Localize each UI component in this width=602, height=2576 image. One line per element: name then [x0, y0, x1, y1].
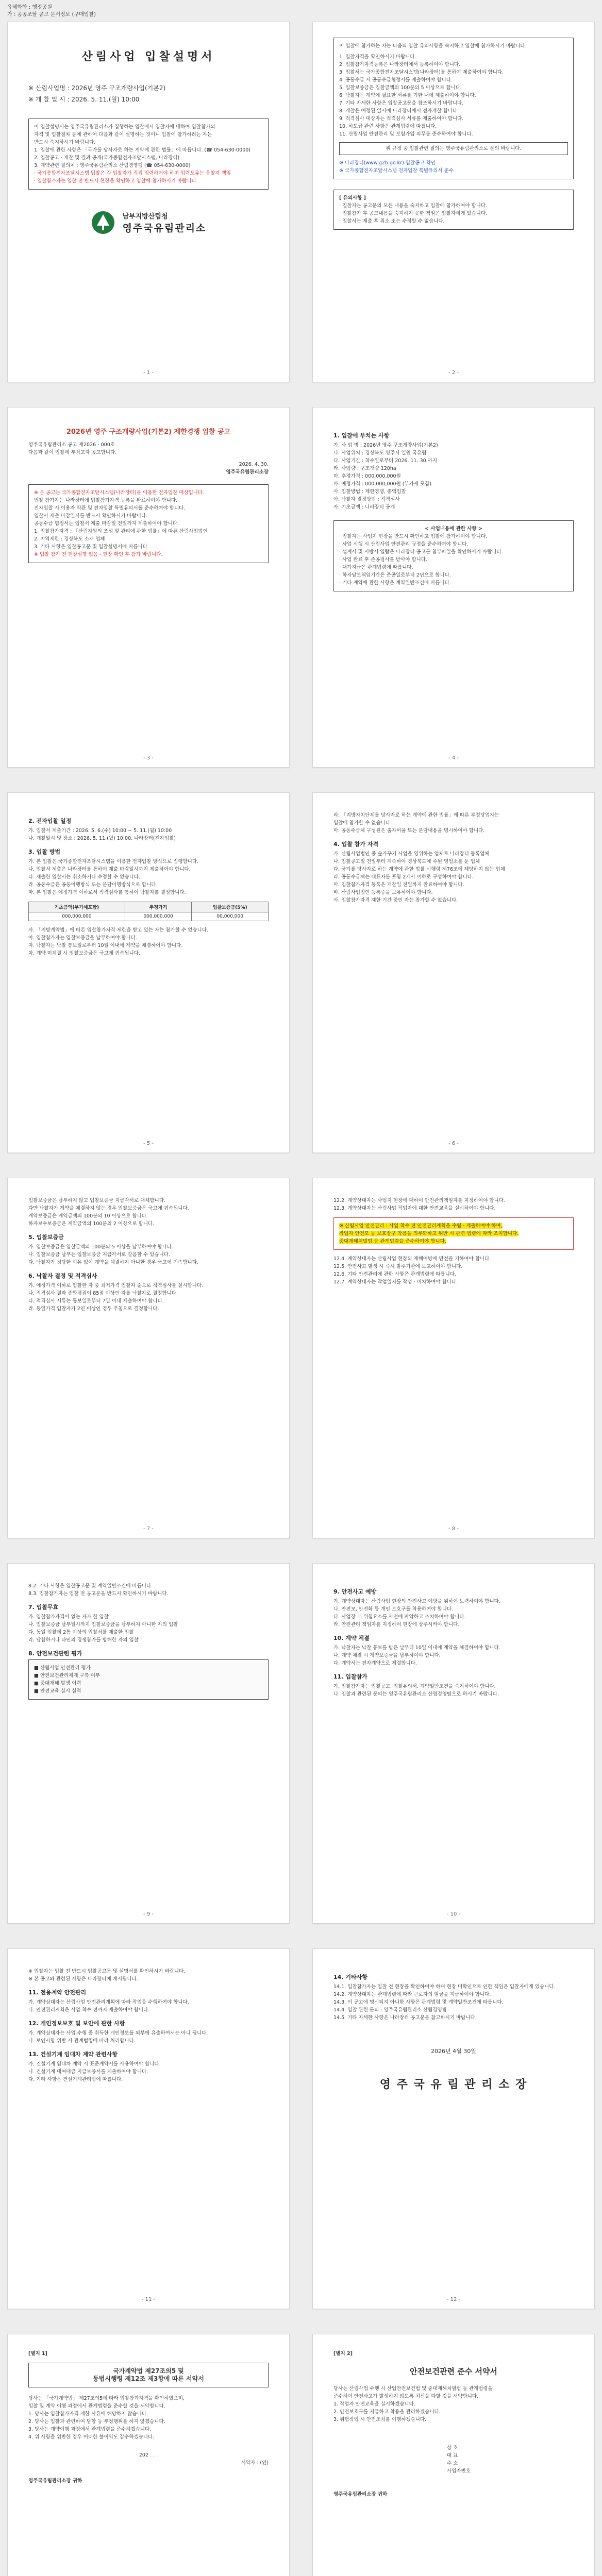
- page-14-addressee: 영주국유림관리소장 귀하: [333, 2492, 388, 2497]
- page-2-item: 2. 입찰참가자격등록은 나라장터에서 등록하여야 합니다.: [339, 62, 461, 67]
- page-13: [7, 2334, 290, 2576]
- page-2-item: 4. 공동수급 시 공동수급협정서를 제출하여야 합니다.: [339, 77, 453, 83]
- price-table-header: 추정가격: [125, 902, 192, 912]
- page-2-footer-line: ※ 국가종합전자조달시스템 전자입찰 특별유의서 준수: [339, 168, 454, 174]
- page-4-section-title: 1. 입찰에 부치는 사항: [333, 432, 390, 439]
- page-12-line: 14.4. 입찰 관련 문의 : 영주국유림관리소 산림경영팀: [333, 2007, 447, 2013]
- page-9-line: 나. 입찰보증금 납부일시까지 입찰보증금을 납부하지 아니한 자의 입찰: [28, 1622, 178, 1628]
- page-9-section-title: 8. 안전보건관련 평가: [28, 1650, 82, 1657]
- page-number: - 10 -: [446, 1911, 461, 1917]
- page-3-box-line: 입찰서 제출 마감일시를 반드시 확인하시기 바랍니다.: [34, 513, 148, 519]
- page-12-date: 2026년 4월 30일: [431, 2048, 476, 2055]
- page-4-box-line: · 기타 계약에 관한 사항은 계약일반조건에 따릅니다.: [339, 580, 451, 586]
- page-12-line: 14.3. 이 공고에 명시되지 아니한 사항은 관계법령 및 계약일반조건에 따릅니다.: [333, 1999, 504, 2005]
- page-number: - 9 -: [143, 1911, 154, 1917]
- page-5-line: 다. 제출한 입찰서는 취소하거나 수정할 수 없습니다.: [28, 874, 140, 880]
- page-9: [7, 1563, 290, 1924]
- page-4-line: 나. 사업위치 : 경상북도 영주시 일원 국유림: [333, 450, 427, 456]
- page-11-section-title: 11. 전용계약 안전관리: [28, 1989, 87, 1996]
- page-3-box-line: 전자입찰 시 이용자 약관 및 전자입찰 특별유의서를 준수하여야 합니다.: [34, 505, 186, 511]
- page-8: [312, 1178, 595, 1538]
- page-8-highlight-line: 중대재해처벌법 등 관계법령을 준수하여야 합니다.: [339, 1239, 446, 1244]
- page-6-section-title: 4. 입찰 참가 자격: [333, 841, 379, 848]
- page-5-line: 아. 입찰참가자는 입찰보증금을 납부하여야 합니다.: [28, 935, 137, 941]
- page-9-line: 라. 담합하거나 타인의 경쟁참가를 방해한 자의 입찰: [28, 1637, 139, 1643]
- page-13-line: 당사는 「국가계약법」 제27조의5에 따라 입찰참가자격을 확인하였으며,: [28, 2396, 185, 2401]
- page-4-info-box: [333, 520, 574, 591]
- page-7-section-title: 5. 입찰보증금: [28, 1234, 64, 1241]
- page-14-label: 대 표: [447, 2453, 458, 2459]
- page-13-line: 2. 당사는 입찰과 관련하여 담합 등 부정행위를 하지 않겠습니다.: [28, 2419, 165, 2425]
- page-3-date: 2026. 4. 30.: [239, 462, 269, 467]
- page-13-line: 3. 당사는 계약이행 과정에서 관계법령을 준수하겠습니다.: [28, 2427, 152, 2432]
- page-1-body-line: · 국가종합전자조달시스템 입찰은 각 입찰자가 직접 입력하여야 하며 입력오류는 응찰자 책임: [34, 171, 231, 176]
- page-7-line: 나. 입찰보증금 납부는 입찰보증금 지급각서로 갈음할 수 있습니다.: [28, 1252, 170, 1258]
- page-1-notice-box: [28, 118, 269, 190]
- page-3-box-line: ※ 입찰 참가 전 현장설명 없음 - 현장 확인 후 참가 바랍니다.: [34, 552, 163, 557]
- page-1-body-line: 반드시 숙지하시기 바랍니다.: [34, 140, 96, 145]
- page-2-item: 9. 적격심사 대상자는 적격심사 서류를 제출하여야 합니다.: [339, 116, 464, 122]
- page-11-section-title: 12. 개인정보보호 및 보안에 관한 사항: [28, 2020, 125, 2027]
- page-11-line: 나. 보안사항 위반 시 관계법령에 따라 처리합니다.: [28, 2038, 136, 2044]
- page-4-box-line: · 하자담보책임기간은 준공일로부터 2년으로 합니다.: [339, 572, 451, 578]
- page-4-line: 사. 입찰방법 : 제한경쟁, 총액입찰: [333, 489, 406, 495]
- page-5-line: 가. 입찰서 제출기간 : 2026. 5. 6.(수) 10:00 ~ 5. 11.(월) 10:00: [28, 828, 172, 834]
- page-10-line: 가. 계약상대자는 산림사업 현장의 안전사고 예방을 위하여 노력하여야 합니다.: [333, 1599, 500, 1604]
- page-2-item: 1. 입찰자격을 확인하시기 바랍니다.: [339, 54, 416, 60]
- page-5-line: 자. 낙찰자는 낙찰 통보일로부터 10일 이내에 계약을 체결하여야 합니다.: [28, 943, 183, 948]
- agency-sub-name: 남부지방산림청: [122, 213, 168, 221]
- page-14-line: 당사는 산림사업 수행 시 산업안전보건법 및 중대재해처벌법 등 관계법령을: [333, 2386, 493, 2392]
- page-4-box-line: · 사업 시행 시 산림사업 안전관리 규정을 준수하여야 합니다.: [339, 541, 469, 547]
- page-9-section-title: 7. 입찰무효: [28, 1604, 59, 1611]
- page-7-line: 가. 예정가격 이하로 입찰한 자 중 최저가격 입찰자 순으로 적격심사를 실시합니다.: [28, 1283, 204, 1289]
- price-table-cell: 00,000,000: [192, 912, 269, 921]
- page-3-box-line: 1. 입찰참가자격 : 「산림자원의 조성 및 관리에 관한 법률」에 따른 산림사업법인: [34, 529, 208, 534]
- price-table: [28, 902, 269, 921]
- page-9-box-line: ■ 안전교육 실시 실적: [34, 1688, 81, 1694]
- price-table-cell: 000,000,000: [125, 912, 192, 921]
- page-13-title-1: 국가계약법 제27조의5 및: [113, 2367, 184, 2375]
- page-11-line: 가. 건설기계 임대차 계약 시 표준계약서를 사용하여야 합니다.: [28, 2061, 161, 2067]
- page-6-line: 마. 입찰참가자격 등록은 개찰일 전일까지 완료하여야 합니다.: [333, 882, 464, 888]
- page-8-line: 12.7. 계약상대자는 작업일지를 작성 · 비치하여야 합니다.: [333, 1279, 458, 1285]
- page-6-line: 입찰에 참가할 수 없습니다.: [333, 820, 392, 826]
- page-8-line: 12.5. 안전사고 발생 시 즉시 발주기관에 보고하여야 합니다.: [333, 1264, 463, 1269]
- page-14-line: 3. 위험작업 시 안전조치를 이행하겠습니다.: [333, 2417, 427, 2422]
- page-6-line: 가. 산림사업법인 중 숲가꾸기 사업을 영위하는 업체로 나라장터 등록업체: [333, 851, 490, 857]
- page-11-line: 가. 계약상대자는 사업 수행 중 취득한 개인정보를 외부에 유출하여서는 아니 됩니다.: [28, 2030, 208, 2036]
- page-2: [312, 22, 595, 382]
- page-4-box-line: · 입찰자는 사업지 현장을 반드시 확인하고 입찰에 참가하여야 합니다.: [339, 534, 488, 539]
- page-1-body-line: · 입찰참가자는 입찰 전 반드시 현장을 확인하고 입찰에 참가하시기 바랍니다.: [34, 178, 198, 184]
- page-4-line: 아. 낙찰자 결정방법 : 적격심사: [333, 497, 400, 502]
- page-5-section-title: 2. 전자입찰 일정: [28, 818, 72, 824]
- page-2-box-line: · 입찰자는 공고문의 모든 내용을 숙지하고 입찰에 참가하여야 합니다.: [339, 203, 488, 209]
- page-7-line: 라. 동일가격 입찰자가 2인 이상인 경우 추첨으로 결정합니다.: [28, 1306, 159, 1312]
- page-7-section-title: 6. 낙찰자 결정 및 적격심사: [28, 1273, 97, 1279]
- page-10-section-title: 10. 계약 체결: [333, 1635, 370, 1641]
- page-5-line: 가. 본 입찰은 국가종합전자조달시스템을 이용한 전자입찰 방식으로 집행합니다.: [28, 859, 199, 865]
- page-4-box-line: · 사업 완료 후 준공검사를 받아야 합니다.: [339, 557, 427, 563]
- page-5-line: 나. 입찰서 제출은 나라장터를 통하여 제출 마감일시까지 제출하여야 합니다.: [28, 867, 191, 872]
- page-12-section-title: 14. 기타사항: [333, 1974, 367, 1980]
- page-13-signer: 서약자 : (인): [241, 2460, 269, 2466]
- page-number: - 3 -: [143, 755, 154, 761]
- page-13-date: 202 . . .: [139, 2452, 158, 2458]
- page-6-line: 라. 공동수급체는 대표자를 포함 2개사 이하로 구성하여야 합니다.: [333, 874, 474, 880]
- page-5-line: 차. 계약 미체결 시 입찰보증금은 국고에 귀속됩니다.: [28, 951, 140, 956]
- page-9-line: 다. 동일 입찰에 2통 이상의 입찰서를 제출한 입찰: [28, 1630, 134, 1635]
- page-3-sub: 영주국유림관리소 공고 제2026 - 000호: [28, 442, 115, 448]
- page-5: [7, 792, 290, 1153]
- page-12-line: 14.2. 계약상대자는 관계법령에 따라 근로자의 임금을 지급하여야 합니다.: [333, 1992, 491, 1997]
- page-4-line: 라. 사업량 : 구조개량 120ha: [333, 466, 396, 471]
- page-2-box-line: · 입찰참가 후 공고내용을 숙지하지 못한 책임은 입찰자에게 있습니다.: [339, 211, 488, 216]
- page-8-highlight-box: [333, 1217, 574, 1250]
- page-3-box-line: 3. 기타 사항은 입찰공고문 및 입찰설명서에 따릅니다.: [34, 544, 149, 550]
- page-3-box-line: 입찰 참가자는 나라장터에 입찰참가자격 등록을 완료하여야 합니다.: [34, 498, 178, 503]
- page-12-signer: 영 주 국 유 림 관 리 소 장: [379, 2078, 528, 2091]
- page-10-section-title: 9. 안전사고 예방: [333, 1588, 377, 1595]
- page-9-line: 8.2. 기타 사항은 입찰공고문 및 계약일반조건에 따릅니다.: [28, 1583, 153, 1589]
- page-1-body-line: 2. 입찰공고 · 개찰 및 결과 공개(국가종합전자조달시스템, 나라장터): [34, 155, 180, 161]
- page-7-line: 다. 낙찰자가 정당한 이유 없이 계약을 체결하지 아니한 경우 국고에 귀속합니다.: [28, 1260, 198, 1265]
- page-3-box-line: 공동수급 협정서는 입찰서 제출 마감일 전일까지 제출하여야 합니다.: [34, 521, 179, 527]
- header-line-2: 가 : 공공조달 공고 문서정보 (구매입찰): [7, 12, 96, 18]
- page-2-notice-box: [333, 38, 574, 179]
- page-number: - 2 -: [448, 370, 459, 376]
- page-3-signer: 영주국유림관리소장: [226, 469, 269, 475]
- page-6-line: 라. 「지방자치단체를 당사자로 하는 계약에 관한 법률」에 따른 부정당업자는: [333, 812, 499, 818]
- page-13-line: 1. 당사는 입찰참가자격 제한 사유에 해당하지 않습니다.: [28, 2411, 148, 2417]
- page-9-safety-box: [28, 1659, 269, 1700]
- page-number: - 1 -: [143, 370, 154, 376]
- page-7-line: 계약보증금은 계약금액의 100분의 10 이상으로 합니다.: [28, 1213, 148, 1219]
- page-14: [312, 2334, 595, 2576]
- page-14-line: 2. 안전보호구를 지급하고 착용을 관리하겠습니다.: [333, 2409, 441, 2415]
- agency-logo-icon: [91, 210, 115, 235]
- page-4: [312, 407, 595, 768]
- page-14-line: 1. 작업자 안전교육을 실시하겠습니다.: [333, 2401, 415, 2407]
- page-10-line: 다. 계약서는 전자계약으로 체결합니다.: [333, 1660, 417, 1666]
- page-number: - 12 -: [446, 2297, 461, 2302]
- page-6: [312, 792, 595, 1153]
- page-7-line: 나. 적격심사 결과 종합평점이 85점 이상인 자를 낙찰자로 결정합니다.: [28, 1291, 178, 1296]
- page-2-item: 6. 낙찰자는 계약에 필요한 서류를 기한 내에 제출하여야 합니다.: [339, 93, 476, 98]
- page-1-item: ※ 산림사업명 : 2026년 영주 구조개량사업(기본2): [28, 84, 166, 92]
- page-3-notice-box: [28, 484, 269, 563]
- page-3-title: 2026년 영주 구조개량사업(기본2) 제한경쟁 입찰 공고: [66, 428, 231, 436]
- page-number: - 5 -: [143, 1141, 154, 1146]
- price-table-cell: 000,000,000: [29, 912, 125, 921]
- page-4-line: 가. 사 업 명 : 2026년 영주 구조개량사업(기본2): [333, 443, 438, 448]
- page-5-section-title: 3. 입찰 방법: [28, 849, 60, 855]
- page-7: [7, 1178, 290, 1538]
- page-1-title: 산림사업 입찰설명서: [81, 50, 215, 63]
- page-10-line: 다. 사업장 내 위험요소를 사전에 파악하고 조치하여야 합니다.: [333, 1614, 466, 1620]
- page-8-highlight-line: 작업자 안전모 등 보호장구 착용을 의무화하고 위반 시 관련 법령에 따라 조치합니다.: [339, 1231, 519, 1236]
- page-number: - 11 -: [141, 2297, 156, 2302]
- page-4-box-line: · 대가지급은 관계법령에 따릅니다.: [339, 565, 413, 570]
- page-12-line: 14.1. 입찰참가자는 입찰 전 현장을 확인하여야 하며 현장 미확인으로 인한 책임은 입찰자에게 있습니다.: [333, 1984, 556, 1990]
- page-10-line: 가. 낙찰자는 낙찰 통보를 받은 날부터 10일 이내에 계약을 체결하여야 합니다.: [333, 1645, 500, 1651]
- page-9-box-line: ■ 산림사업 안전관리 평가: [34, 1665, 91, 1671]
- page-14-tag: [별지 2]: [333, 2351, 353, 2357]
- page-6-line: 바. 산림사업법인 등록증을 보유하여야 합니다.: [333, 890, 433, 895]
- page-10-line: 나. 입찰과 관련된 문의는 영주국유림관리소 산림경영팀으로 하시기 바랍니다.: [333, 1691, 499, 1697]
- page-11: [7, 1948, 290, 2309]
- agency-block: [28, 210, 269, 237]
- page-2-intro: 이 입찰에 참가하는 자는 다음의 입찰 유의사항을 숙지하고 입찰에 참가하시기 바랍니다.: [339, 43, 527, 49]
- page-11-line: ※ 본 공고와 관련된 사항은 나라장터에 게시됩니다.: [28, 1976, 138, 1982]
- page-9-line: 가. 입찰참가자격이 없는 자가 한 입찰: [28, 1614, 109, 1620]
- page-2-item: 5. 입찰보증금은 입찰금액의 100분의 5 이상으로 합니다.: [339, 85, 462, 91]
- page-13-line: 4. 위 사항을 위반한 경우 어떠한 불이익도 감수하겠습니다.: [28, 2434, 155, 2440]
- page-14-line: 준수하여 안전사고가 발생하지 않도록 최선을 다할 것을 서약합니다.: [333, 2394, 479, 2399]
- page-10-section-title: 11. 입찰참가: [333, 1673, 367, 1680]
- page-14-label: 상 호: [447, 2445, 458, 2451]
- page-7-line: 입찰보증금은 납부하지 않고 입찰보증금 지급각서로 대체합니다.: [28, 1198, 165, 1204]
- agency-name: 영주국유림관리소: [122, 223, 207, 234]
- page-8-line: 12.6. 기타 안전관리에 관한 사항은 관계법령에 따릅니다.: [333, 1272, 457, 1277]
- page-7-line: 다만 낙찰자가 계약을 체결하지 않는 경우 입찰보증금은 국고에 귀속됩니다.: [28, 1206, 189, 1211]
- page-1-item: ※ 개 찰 일 시 : 2026. 5. 11.(월) 10:00: [28, 96, 140, 103]
- page-9-box-line: ■ 안전보건관리체계 구축 여부: [34, 1673, 101, 1679]
- page-4-box-title: < 사업내용에 관한 사항 >: [425, 526, 482, 532]
- page-2-item: 8. 개찰은 예정된 일시에 나라장터에서 전자개찰 합니다.: [339, 108, 459, 114]
- page-2-item: 10. 하도급 관련 사항은 관계법령에 따릅니다.: [339, 124, 437, 129]
- page-1-body-line: 1. 입찰에 관한 사항은 「국가를 당사자로 하는 계약에 관한 법률」에 따릅니다. (☎ 054-630-0000): [34, 147, 250, 153]
- page-4-box-line: · 설계서 및 시방서 열람은 나라장터 공고문 첨부파일을 확인하시기 바랍니다.: [339, 549, 503, 555]
- page-10-line: 라. 안전관리 책임자를 지정하여 현장에 상주시켜야 합니다.: [333, 1622, 460, 1628]
- page-6-line: 마. 공동수급체 구성원은 출자비율 또는 분담내용을 명시하여야 합니다.: [333, 828, 485, 834]
- page-2-item: 11. 산림사업 안전관리 및 보험가입 의무를 준수하여야 합니다.: [339, 131, 473, 137]
- page-8-line: 12.2. 계약상대자는 사업지 현장에 대하여 안전관리책임자를 지정하여야 합니다.: [333, 1198, 505, 1204]
- page-10-line: 가. 입찰참가자는 입찰공고, 입찰유의서, 계약일반조건을 숙지하여야 합니다.: [333, 1684, 496, 1689]
- page-11-line: 가. 계약상대자는 산림사업 안전관리계획에 따라 작업을 수행하여야 합니다.: [28, 1999, 189, 2005]
- page-6-line: 나. 입찰공고일 전일부터 계속하여 경상북도에 주된 영업소를 둔 업체: [333, 859, 480, 865]
- price-table-header: 입찰보증금(5%): [192, 902, 269, 912]
- page-12: [312, 1948, 595, 2309]
- page-number: - 7 -: [143, 1526, 154, 1532]
- header-line-1: 유해화학 : 행정공원: [7, 5, 53, 10]
- page-8-line: 12.4. 계약상대자는 산림사업 현장의 재해예방에 만전을 기하여야 합니다.: [333, 1256, 491, 1262]
- page-2-box-title: [ 유의사항 ]: [339, 195, 366, 201]
- page-13-title-2: 동법시행령 제12조 제3항에 따른 서약서: [93, 2375, 204, 2382]
- page-11-line: 다. 기타 사항은 건설기계관리법에 따릅니다.: [28, 2077, 123, 2082]
- page-10-line: 나. 계약 체결 시 계약보증금을 납부하여야 합니다.: [333, 1653, 441, 1658]
- page-6-line: 사. 입찰참가자격 제한 기간 중인 자는 참가할 수 없습니다.: [333, 897, 458, 903]
- page-11-line: 나. 건설기계 대여대금 지급보증서를 제출하여야 합니다.: [28, 2069, 148, 2075]
- page-5-line: 나. 개찰일시 및 장소 : 2026. 5. 11.(월) 10:00, 나라장터(전자입찰): [28, 836, 176, 841]
- page-9-line: 8.3. 입찰참가자는 입찰 전 공고문을 반드시 확인하시기 바랍니다.: [28, 1591, 169, 1597]
- page-14-label: 사업자번호: [447, 2468, 471, 2474]
- page-14-signature-block: [447, 2444, 574, 2475]
- page-3-box-line: ※ 본 공고는 국가종합전자조달시스템(나라장터)을 이용한 전자입찰 대상입니다.: [34, 490, 205, 496]
- page-3: [7, 407, 290, 768]
- page-1-body-line: 이 입찰설명서는 영주국유림관리소가 집행하는 입찰에서 입찰자에 대하여 입찰참가의: [34, 124, 215, 130]
- page-13-title-box: [28, 2363, 269, 2387]
- page-1-body-line: 자격 및 입찰절차 등에 관하여 다음과 같이 설명하는 것이니 입찰에 참가하려는 자는: [34, 132, 212, 138]
- document-header: [7, 4, 296, 19]
- page-11-line: 나. 안전관리계획은 사업 착수 전까지 제출하여야 합니다.: [28, 2007, 150, 2013]
- page-2-footer-line: ※ 나라장터(www.g2b.go.kr) 입찰공고 확인: [339, 160, 436, 166]
- page-7-line: 하자보수보증금은 계약금액의 100분의 2 이상으로 합니다.: [28, 1221, 155, 1227]
- page-8-line: 12.3. 계약상대자는 산림사업 작업자에 대한 안전교육을 실시하여야 합니다.: [333, 1206, 496, 1211]
- page-5-line: 사. 「지방계약법」에 따른 입찰참가자격 제한을 받고 있는 자는 참가할 수 없습니다.: [28, 927, 208, 933]
- page-2-sub-note: [339, 142, 568, 155]
- page-4-line: 자. 기초금액 : 나라장터 공개: [333, 504, 395, 510]
- page-3-sub2: 다음과 같이 입찰에 부치고자 공고합니다.: [28, 450, 117, 455]
- page-13-tag: [별지 1]: [28, 2351, 47, 2357]
- page-2-item: 7. 기타 자세한 사항은 입찰공고문을 참조하시기 바랍니다.: [339, 100, 464, 106]
- page-5-line: 마. 본 입찰은 예정가격 이하로서 적격심사를 통하여 낙찰자를 결정합니다.: [28, 890, 186, 895]
- page-14-label: 주 소: [447, 2461, 458, 2466]
- page-6-line: 다. 국가를 당사자로 하는 계약에 관한 법률 시행령 제76조에 해당하지 않는 업체: [333, 867, 505, 872]
- page-number: - 6 -: [448, 1141, 459, 1146]
- page-4-line: 마. 추정가격 : 000,000,000원: [333, 473, 401, 479]
- price-table-header: 기초금액(부가세포함): [29, 902, 125, 912]
- page-2-caution-box: [333, 190, 574, 230]
- page-2-sub-note-text: 위 규정 중 입찰관련 질의는 영주국유림관리소로 문의 바랍니다.: [386, 146, 522, 151]
- page-9-box-line: ■ 중대재해 발생 이력: [34, 1681, 81, 1686]
- page-7-line: 가. 입찰보증금은 입찰금액의 100분의 5 이상을 납부하여야 합니다.: [28, 1244, 173, 1250]
- page-number: - 4 -: [448, 755, 459, 761]
- page-number: - 8 -: [448, 1526, 459, 1532]
- page-8-highlight-line: ※ 산림사업 안전관리 : 사업 착수 전 안전관리계획을 수립 · 제출하여야 하며,: [339, 1223, 503, 1229]
- page-3-box-line: 2. 지역제한 : 경상북도 소재 업체: [34, 536, 105, 542]
- page-13-addressee: 영주국유림관리소장 귀하: [28, 2478, 82, 2484]
- page-5-line: 라. 공동수급은 공동이행방식 또는 분담이행방식으로 합니다.: [28, 882, 158, 888]
- page-2-box-line: · 입찰서는 제출 후 취소 또는 수정할 수 없습니다.: [339, 218, 445, 224]
- page-12-line: 14.5. 기타 자세한 사항은 나라장터 공고문을 참고하시기 바랍니다.: [333, 2015, 477, 2021]
- page-13-line: 입찰 및 계약 이행 과정에서 관계법령을 준수할 것을 서약합니다.: [28, 2403, 165, 2409]
- page-14-title: 안전보건관련 준수 서약서: [410, 2367, 497, 2376]
- page-11-section-title: 13. 건설기계 임대차 계약 관련사항: [28, 2051, 118, 2058]
- page-4-line: 다. 사업기간 : 착수일로부터 2026. 11. 30.까지: [333, 458, 438, 464]
- page-10-line: 나. 안전모, 안전화 등 개인 보호구를 착용하여야 합니다.: [333, 1606, 454, 1612]
- page-11-line: ※ 입찰자는 입찰 전 반드시 입찰공고문 및 설명서를 확인하시기 바랍니다.: [28, 1969, 186, 1974]
- table-row: [29, 912, 269, 921]
- page-1: [7, 22, 290, 382]
- page-4-line: 바. 예정가격 : 000,000,000원 (부가세 포함): [333, 481, 432, 487]
- page-10: [312, 1563, 595, 1924]
- page-1-body-line: 3. 계약관련 질의처 : 영주국유림관리소 산림경영팀 (☎ 054-630-0000): [34, 163, 191, 168]
- page-2-item: 3. 입찰서는 국가종합전자조달시스템(나라장터)를 통하여 제출하여야 합니다.: [339, 70, 504, 75]
- page-7-line: 다. 적격심사 서류는 통보일로부터 7일 이내 제출하여야 합니다.: [28, 1298, 164, 1304]
